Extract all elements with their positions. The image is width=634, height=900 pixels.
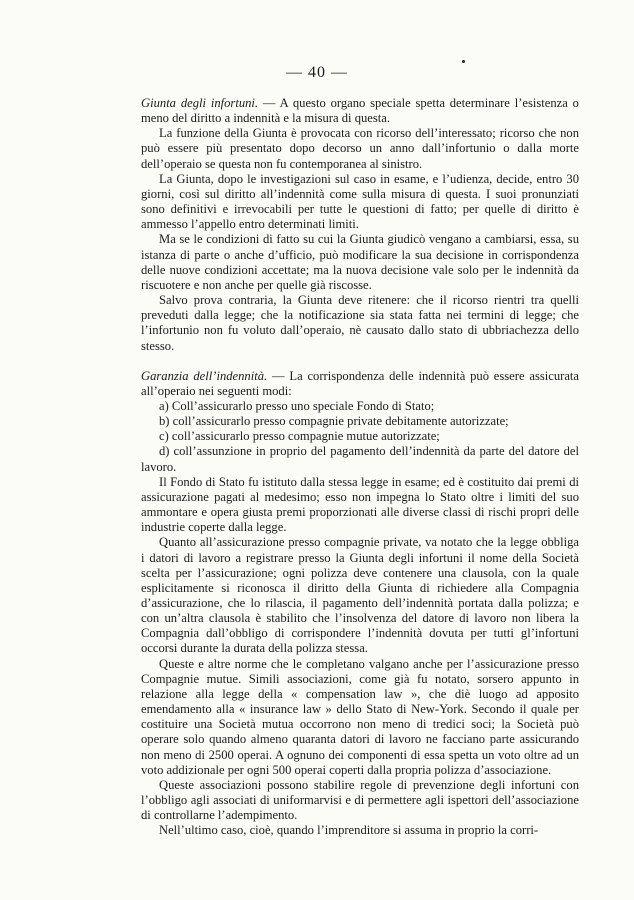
paragraph: Queste associazioni possono stabilire regole di prevenzione degli infortuni con l’obbligo agli associati di uniformarvisi e di permettere agli ispettori dell’associazione di controllarne l’adempimento. (141, 777, 579, 823)
paragraph: Salvo prova contraria, la Giunta deve ritenere: che il ricorso rientri tra quelli preveduti dalla legge; che la notificazione sia stata fatta nei termini di legge; che l’infortunio non fu voluto dall’operaio, nè causato dallo stato di ubbriachezza dello stesso. (141, 293, 579, 353)
garanzia-intro-paragraph (141, 369, 579, 399)
list-item-a: a) Coll’assicurarlo presso uno speciale Fondo di Stato; (159, 398, 435, 413)
paragraph: La funzione della Giunta è provocata con ricorso dell’interessato; ricorso che non può essere più presentato dopo decorso un anno dall’infortunio o dalla morte dell’operaio se questa non fu contemporanea al sinistro. (141, 126, 579, 171)
list-item-b: b) coll’assicurarlo presso compagnie private debitamente autorizzate; (159, 414, 509, 429)
list-item-d: d) coll’assunzione in proprio del pagamento dell’indennità da parte del datore del lavoro. (141, 444, 579, 474)
section-heading-garanzia: Garanzia dell’indennità. (141, 368, 268, 383)
giunta-intro: — A questo organo speciale spetta determinare l’esistenza o meno del diritto a indennità e la misura di questa. (141, 96, 579, 126)
body-text (141, 96, 579, 839)
paragraph: Queste e altre norme che le completano valgano anche per l’assicurazione presso Compagnie mutue. Simili associazioni, come già fu notato, sorsero appunto in relazione alla legge della « compensation law », che diè luogo ad apposito emendamento alla « insurance law » dello Stato di New-York. Secondo il quale per costituire una Società mutua occorrono non meno di tredici soci; la Società può operare solo quando almeno quaranta datori di lavoro ne facciano parte assicurando non meno di 2500 operai. A ognuno dei componenti di essa spetta un voto oltre ad un voto addizionale per ogni 500 operai coperti dalla propria polizza d’associazione. (141, 656, 579, 777)
page-number: — 40 — (286, 64, 348, 81)
paragraph: Quanto all’assicurazione presso compagnie private, va notato che la legge obbliga i datori di lavoro a registrare presso la Giunta degli infortuni il nome della Società scelta per l’assicurazione; ogni polizza deve contenere una clausola, con la quale esplicitamente si riconosca il diritto della Giunta di richiedere alla Compagnia d’assicurazione, che lo rilascia, il pagamento dell’indennità portata dalla polizza; e con un’altra clausola è stabilito che l’insolvenza del datore di lavoro non libera la Compagnia dall’obbligo di corrispondere l’indennità dovuta per tutti gl’infortuni occorsi durante la durata della polizza stessa. (141, 535, 579, 656)
paragraph: Nell’ultimo caso, cioè, quando l’imprenditore si assuma in proprio la corri- (159, 823, 539, 838)
paragraph: La Giunta, dopo le investigazioni sul caso in esame, e l’udienza, decide, entro 30 giorni, così sul diritto all’indennità come sulla misura di questa. I suoi pronunziati sono definitivi e irrevocabili per tutte le questioni di fatto; per quelle di diritto è ammesso l’appello entro determinati limiti. (141, 171, 579, 232)
garanzia-intro: — La corrispondenza delle indennità può essere assicurata all’operaio nei seguenti modi: (141, 368, 580, 398)
paragraph: Il Fondo di Stato fu istituto dalla stessa legge in esame; ed è costituito dai premi di assicurazione pagati al medesimo; esso non impegna lo Stato oltre i limiti del suo ammontare e opera giusta premi proporzionati alle diverse classi di rischi propri delle industrie coperte dalla legge. (141, 474, 579, 535)
list-item-c: c) coll’assicurarlo presso compagnie mutue autorizzate; (159, 429, 440, 444)
ink-dot (462, 60, 465, 63)
section-heading-giunta: Giunta degli infortuni. (141, 96, 259, 110)
paragraph: Ma se le condizioni di fatto su cui la Giunta giudicò vengano a cambiarsi, essa, su istanza di parte o anche d’ufficio, può modificare la sua decisione in corrispondenza delle nuove condizioni accettate; ma la nuova decisione vale solo per le indennità da riscuotere e non anche per quelle già riscosse. (141, 232, 579, 292)
giunta-intro-paragraph (141, 96, 579, 126)
